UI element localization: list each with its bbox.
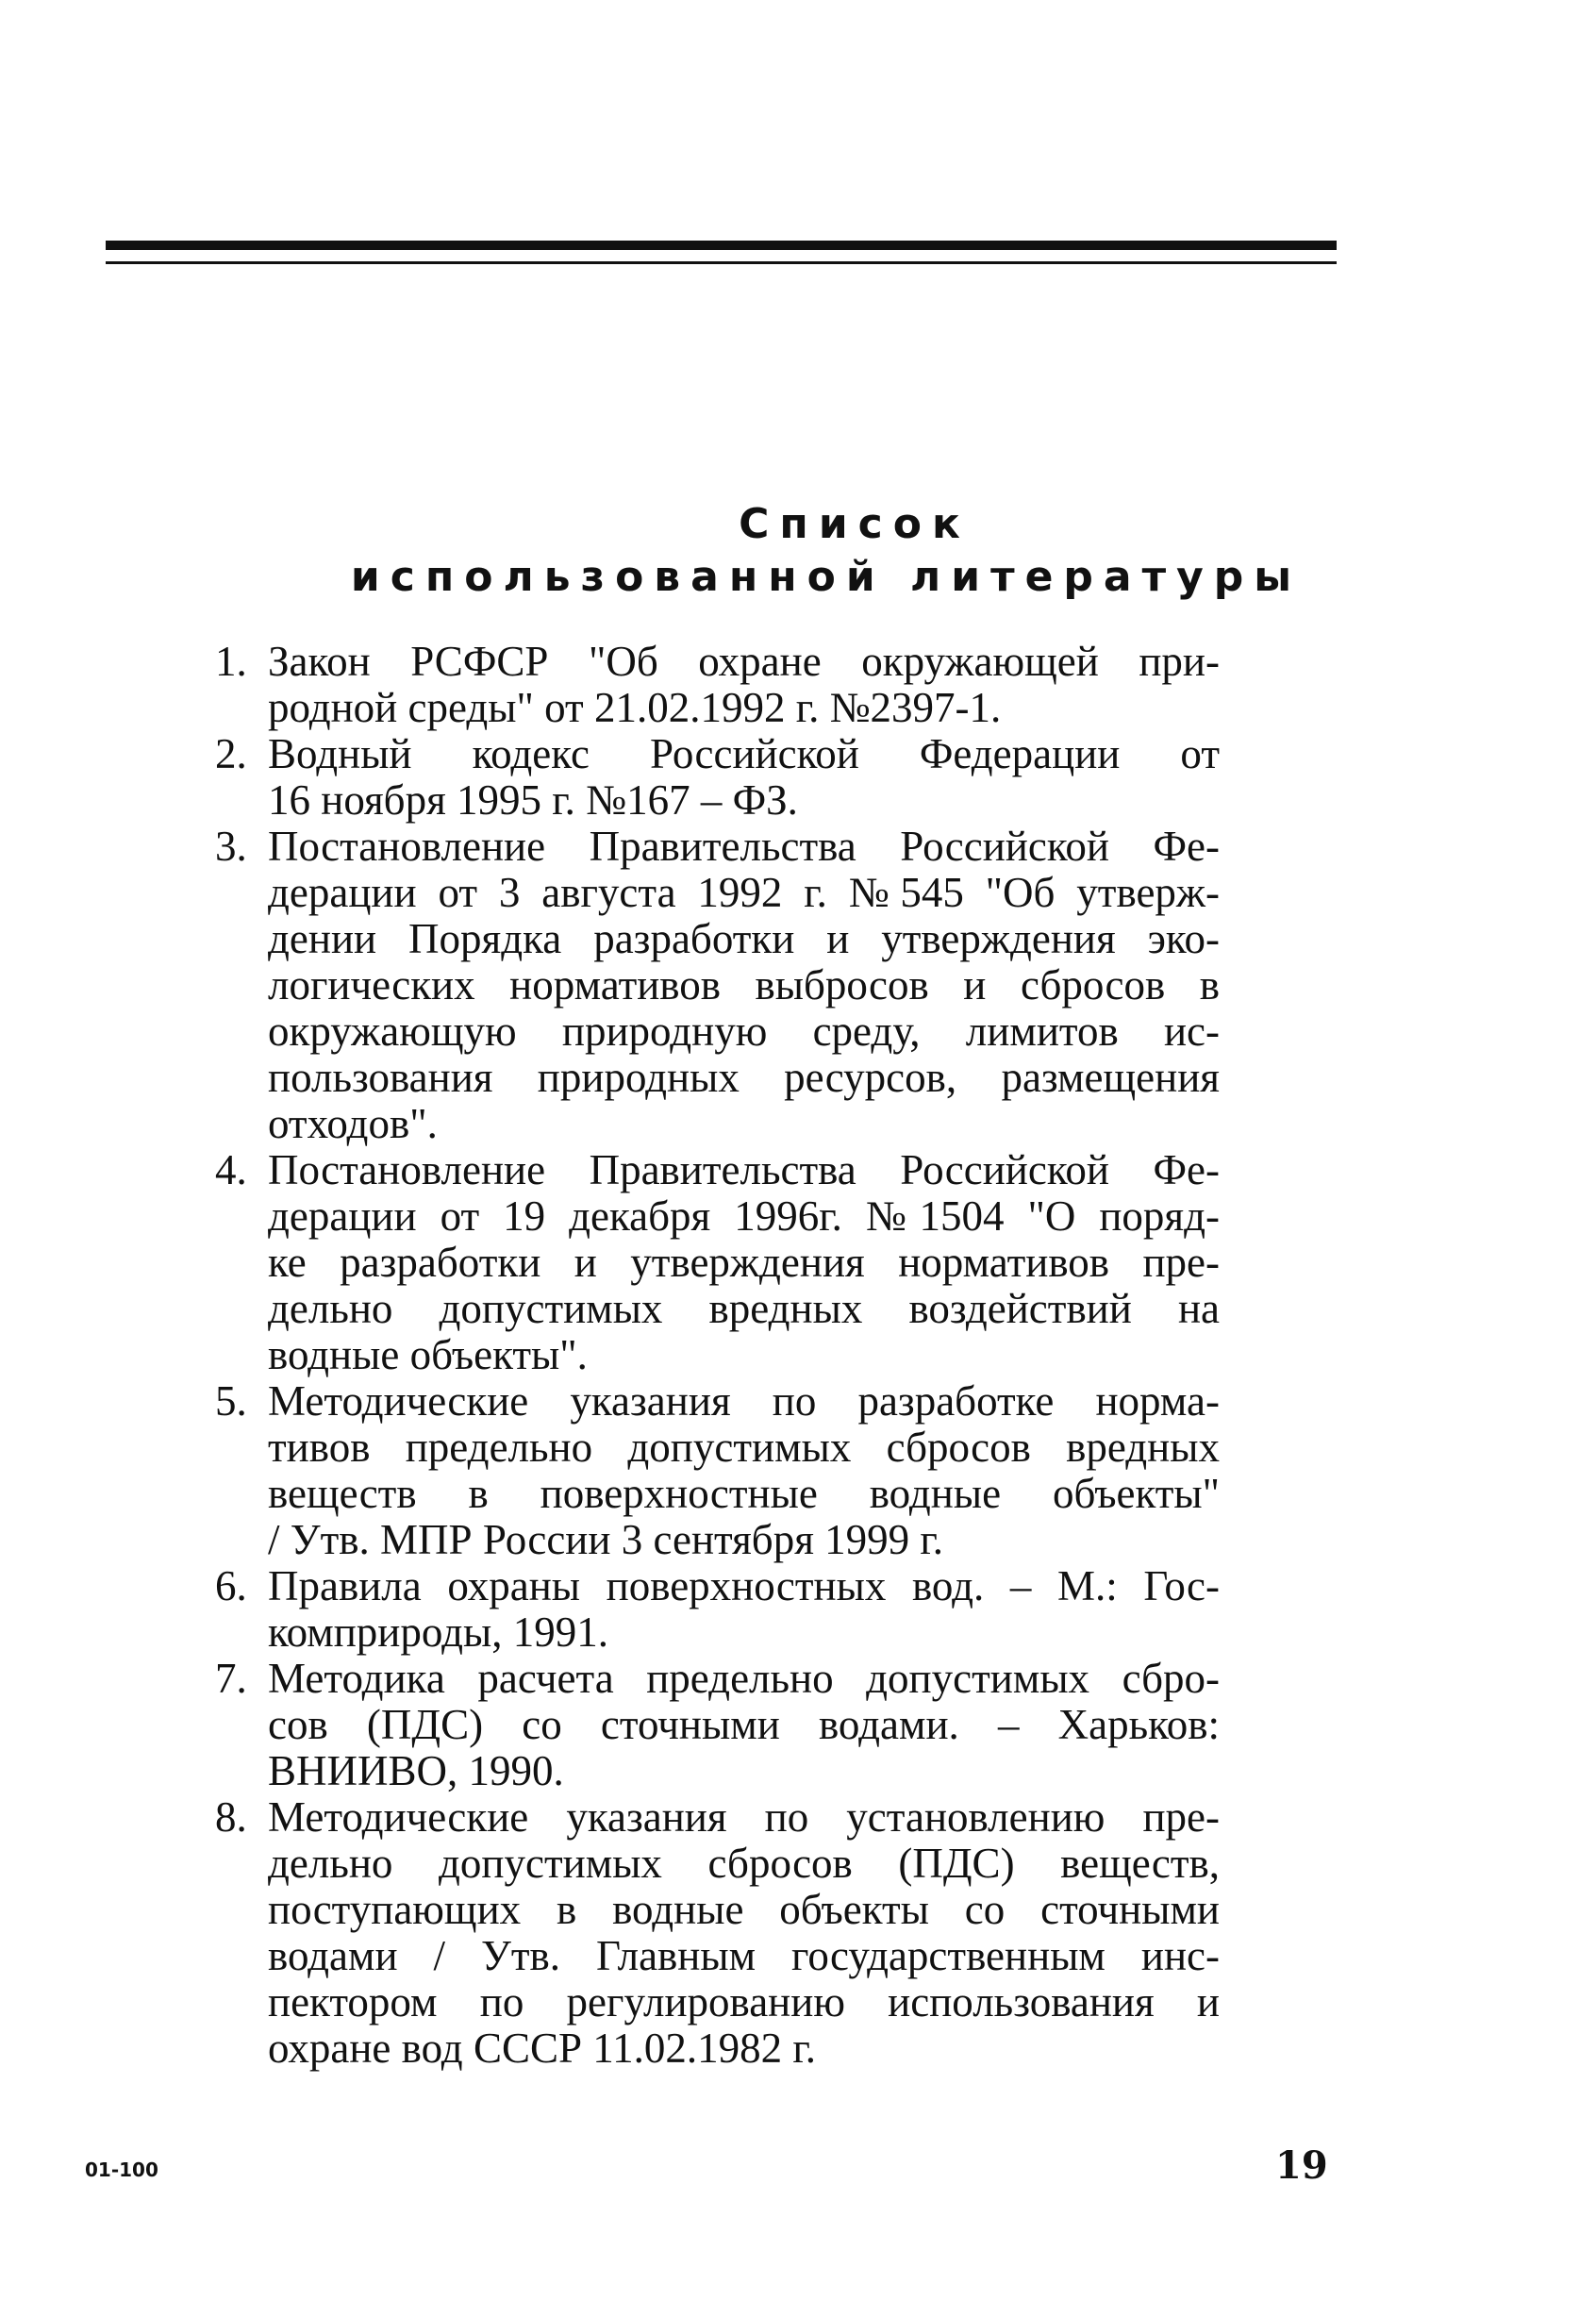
reference-line: Методика расчета предельно допустимых сбро- xyxy=(268,1655,1220,1702)
reference-item xyxy=(215,1378,1220,1563)
reference-number: 1. xyxy=(215,638,247,685)
reference-line: дерации от 3 августа 1992 г. №545 "Об утверж- xyxy=(268,869,1220,916)
reference-number: 7. xyxy=(215,1655,247,1702)
reference-item xyxy=(215,1147,1220,1378)
reference-line: водные объекты". xyxy=(268,1331,588,1378)
reference-line: дении Порядка разработки и утверждения эко- xyxy=(268,915,1220,962)
heading-line-2: использованной литературы xyxy=(350,553,1303,601)
reference-line: ВНИИВО, 1990. xyxy=(268,1747,564,1794)
reference-line: пользования природных ресурсов, размещения xyxy=(268,1054,1220,1101)
reference-number: 5. xyxy=(215,1377,247,1425)
reference-line: охране вод СССР 11.02.1982 г. xyxy=(268,2025,816,2072)
reference-line: отходов". xyxy=(268,1100,438,1147)
reference-line: ке разработки и утверждения нормативов пре- xyxy=(268,1239,1220,1286)
reference-line: комприроды, 1991. xyxy=(268,1609,608,1656)
reference-number: 2. xyxy=(215,730,247,777)
reference-item xyxy=(215,1794,1220,2072)
reference-line: Правила охраны поверхностных вод. – М.: Гос- xyxy=(268,1562,1220,1609)
page-number: 19 xyxy=(1275,2143,1328,2188)
reference-line: дерации от 19 декабря 1996г. №1504 "О поряд- xyxy=(268,1192,1220,1240)
reference-line: веществ в поверхностные водные объекты" xyxy=(268,1470,1220,1517)
reference-line: пектором по регулированию использования и xyxy=(268,1978,1220,2025)
top-rule-thick xyxy=(106,241,1337,250)
reference-number: 6. xyxy=(215,1562,247,1609)
reference-line: водами / Утв. Главным государственным инс- xyxy=(268,1932,1220,1979)
reference-line: дельно допустимых сбросов (ПДС) веществ, xyxy=(268,1840,1220,1887)
reference-line: логических нормативов выбросов и сбросов в xyxy=(268,961,1220,1008)
reference-item xyxy=(215,731,1220,824)
reference-line: поступающих в водные объекты со сточными xyxy=(268,1886,1220,1933)
reference-line: тивов предельно допустимых сбросов вредных xyxy=(268,1424,1220,1471)
reference-number: 4. xyxy=(215,1146,247,1193)
reference-item xyxy=(215,1656,1220,1794)
reference-line: сов (ПДС) со сточными водами. – Харьков: xyxy=(268,1701,1220,1748)
reference-line: Постановление Правительства Российской Фе- xyxy=(268,823,1220,870)
reference-line: Закон РСФСР "Об охране окружающей при- xyxy=(268,638,1220,685)
reference-number: 8. xyxy=(215,1793,247,1841)
reference-line: Методические указания по установлению пре- xyxy=(268,1793,1220,1841)
reference-item xyxy=(215,639,1220,731)
footer-code: 01-100 xyxy=(85,2159,158,2181)
section-heading xyxy=(0,498,1596,604)
reference-line: окружающую природную среду, лимитов ис- xyxy=(268,1008,1220,1055)
reference-line: 16 ноября 1995 г. №167 – ФЗ. xyxy=(268,776,798,824)
heading-line-1: Список xyxy=(739,500,971,548)
top-rule-thin xyxy=(106,261,1337,264)
reference-item xyxy=(215,1563,1220,1656)
reference-line: / Утв. МПР России 3 сентября 1999 г. xyxy=(268,1516,944,1563)
reference-line: родной среды" от 21.02.1992 г. №2397-1. xyxy=(268,684,1002,731)
reference-line: Постановление Правительства Российской Фе- xyxy=(268,1146,1220,1193)
reference-line: Водный кодекс Российской Федерации от xyxy=(268,730,1220,777)
reference-line: дельно допустимых вредных воздействий на xyxy=(268,1285,1220,1332)
reference-number: 3. xyxy=(215,823,247,870)
reference-line: Методические указания по разработке норма- xyxy=(268,1377,1220,1425)
reference-list xyxy=(215,639,1220,2072)
reference-item xyxy=(215,824,1220,1147)
